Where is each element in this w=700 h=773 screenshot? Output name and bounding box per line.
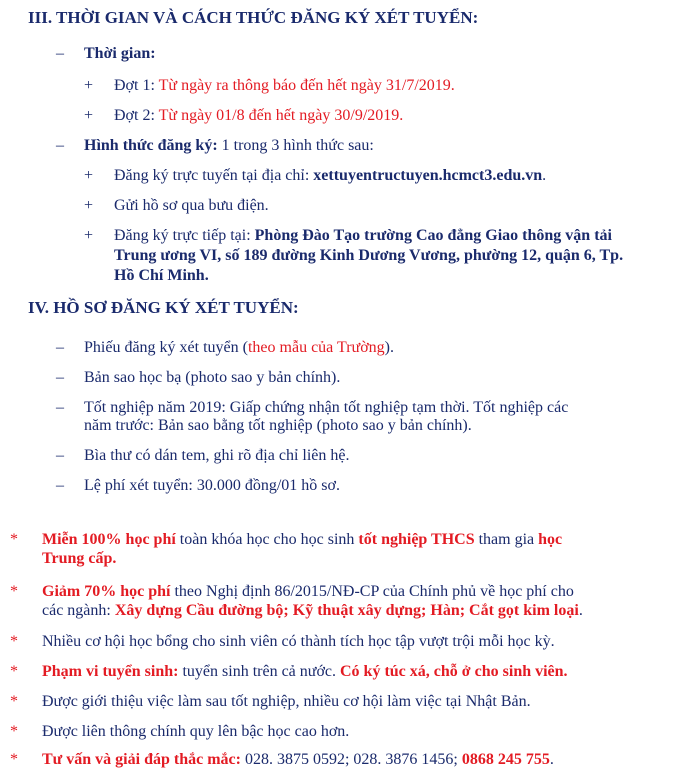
document-item-1: Phiếu đăng ký xét tuyển (theo mẫu của Trường). bbox=[84, 339, 394, 356]
star-marker: * bbox=[10, 723, 18, 740]
hotline-number[interactable]: 0868 245 755 bbox=[461, 751, 550, 768]
plus-marker: + bbox=[84, 167, 94, 184]
dash-marker: – bbox=[56, 447, 64, 464]
form-line: Hình thức đăng ký: 1 trong 3 hình thức sau: bbox=[84, 137, 374, 154]
benefit-3: Nhiều cơ hội học bổng cho sinh viên có thành tích học tập vượt trội mỗi học kỳ. bbox=[42, 633, 555, 650]
time-label: Thời gian: bbox=[84, 45, 156, 62]
star-marker: * bbox=[10, 693, 18, 710]
round-1: Đợt 1: Từ ngày ra thông báo đến hết ngày 31/7/2019. bbox=[114, 77, 455, 94]
star-marker: * bbox=[10, 663, 18, 680]
benefit-5: Được giới thiệu việc làm sau tốt nghiệp, nhiều cơ hội làm việc tại Nhật Bản. bbox=[42, 693, 531, 710]
document-item-2: Bản sao học bạ (photo sao y bản chính). bbox=[84, 369, 341, 386]
round-2: Đợt 2: Từ ngày 01/8 đến hết ngày 30/9/2019. bbox=[114, 107, 404, 124]
benefit-1: Miễn 100% học phí toàn khóa học cho học sinh tốt nghiệp THCS tham gia học bbox=[42, 531, 563, 548]
star-marker: * bbox=[10, 583, 18, 600]
benefit-6: Được liên thông chính quy lên bậc học cao hơn. bbox=[42, 723, 350, 740]
plus-marker: + bbox=[84, 77, 94, 94]
star-marker: * bbox=[10, 751, 18, 768]
plus-marker: + bbox=[84, 227, 94, 244]
post-registration: Gửi hồ sơ qua bưu điện. bbox=[114, 197, 269, 214]
benefit-1-line-2: Trung cấp. bbox=[42, 550, 117, 567]
document-item-3: Tốt nghiệp năm 2019: Giấp chứng nhận tốt nghiệp tạm thời. Tốt nghiệp các bbox=[84, 399, 569, 416]
benefit-2-line-2: các ngành: Xây dựng Cầu đường bộ; Kỹ thuật xây dựng; Hàn; Cắt gọt kim loại. bbox=[42, 602, 583, 619]
benefit-2: Giảm 70% học phí theo Nghị định 86/2015/NĐ-CP của Chính phủ về học phí cho bbox=[42, 583, 574, 600]
dash-marker: – bbox=[56, 477, 64, 494]
dash-marker: – bbox=[56, 137, 64, 154]
star-marker: * bbox=[10, 633, 18, 650]
benefit-4: Phạm vi tuyển sinh: tuyển sinh trên cả nước. Có ký túc xá, chỗ ở cho sinh viên. bbox=[42, 663, 568, 680]
document-item-3-line-2: năm trước: Bản sao bằng tốt nghiệp (photo sao y bản chính). bbox=[84, 417, 472, 434]
benefit-7: Tư vấn và giải đáp thắc mắc: 028. 3875 0592; 028. 3876 1456; 0868 245 755. bbox=[42, 751, 554, 768]
star-marker: * bbox=[10, 531, 18, 548]
direct-registration: Đăng ký trực tiếp tại: Phòng Đào Tạo trường Cao đẳng Giao thông vận tải bbox=[114, 227, 612, 244]
document-item-4: Bìa thư có dán tem, ghi rõ địa chỉ liên hệ. bbox=[84, 447, 350, 464]
registration-url[interactable]: xettuyentructuyen.hcmct3.edu.vn bbox=[313, 167, 543, 184]
section-3-heading: III. THỜI GIAN VÀ CÁCH THỨC ĐĂNG KÝ XÉT TUYỂN: bbox=[28, 8, 479, 27]
dash-marker: – bbox=[56, 399, 64, 416]
direct-registration-line-3: Hồ Chí Minh. bbox=[114, 267, 209, 284]
online-registration: Đăng ký trực tuyến tại địa chỉ: xettuyentructuyen.hcmct3.edu.vn. bbox=[114, 167, 547, 184]
plus-marker: + bbox=[84, 107, 94, 124]
document-item-5: Lệ phí xét tuyển: 30.000 đồng/01 hồ sơ. bbox=[84, 477, 340, 494]
plus-marker: + bbox=[84, 197, 94, 214]
dash-marker: – bbox=[56, 339, 64, 356]
section-4-heading: IV. HỒ SƠ ĐĂNG KÝ XÉT TUYỂN: bbox=[28, 298, 299, 317]
direct-registration-line-2: Trung ương VI, số 189 đường Kinh Dương Vương, phường 12, quận 6, Tp. bbox=[114, 247, 624, 264]
dash-marker: – bbox=[56, 45, 64, 62]
dash-marker: – bbox=[56, 369, 64, 386]
